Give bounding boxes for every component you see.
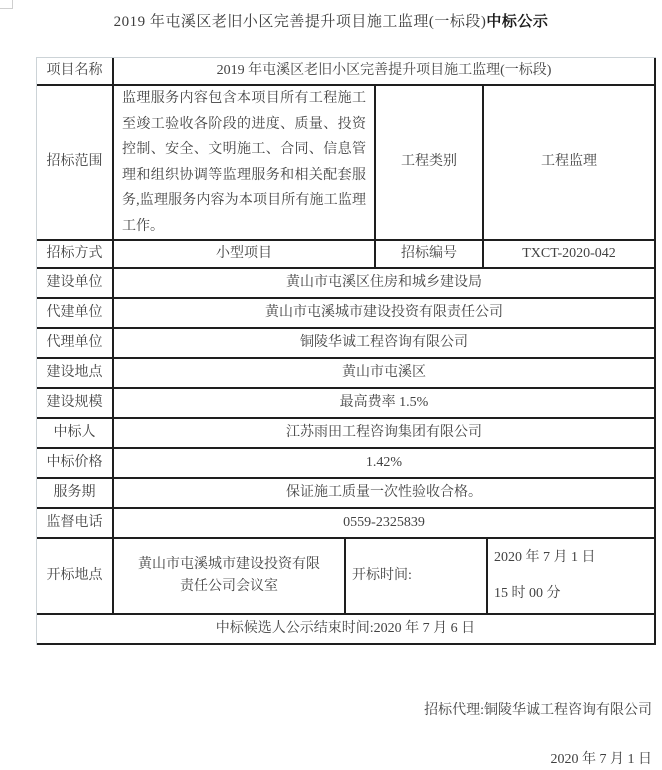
table-row-supervision-phone xyxy=(37,509,656,539)
winning-bidder-value: 江苏雨田工程咨询集团有限公司 xyxy=(114,419,656,449)
service-period-label: 服务期 xyxy=(37,479,114,509)
table-row-service-period xyxy=(37,479,656,509)
table-row-construction-unit xyxy=(37,269,656,299)
viewport-corner-artifact xyxy=(0,0,13,9)
winning-price-value: 1.42% xyxy=(114,449,656,479)
bid-method-value: 小型项目 xyxy=(114,241,376,269)
construction-site-value: 黄山市屯溪区 xyxy=(114,359,656,389)
table-row-winning-bidder xyxy=(37,419,656,449)
bid-method-label: 招标方式 xyxy=(37,241,114,269)
opening-place-text xyxy=(138,554,320,598)
table-row-agent-construction-unit xyxy=(37,299,656,329)
construction-scale-value: 最高费率 1.5% xyxy=(114,389,656,419)
table-row-construction-scale xyxy=(37,389,656,419)
supervision-phone-value: 0559-2325839 xyxy=(114,509,656,539)
page-title-bold: 中标公示 xyxy=(486,14,549,30)
footer-date: 2020 年 7 月 1 日 xyxy=(550,752,652,767)
opening-place-line2: 责任公司会议室 xyxy=(180,579,278,594)
table-row-bid-opening xyxy=(37,539,656,615)
page-title xyxy=(0,10,662,31)
bid-scope-text: 监理服务内容包含本项目所有工程施工至竣工验收各阶段的进度、质量、投资控制、安全、文明施工、合同、信息管理和组织协调等监理服务和相关配套服务,监理服务内容为本项目所有施工监理工作。 xyxy=(122,91,366,234)
winning-price-label: 中标价格 xyxy=(37,449,114,479)
opening-place-line1: 黄山市屯溪城市建设投资有限 xyxy=(138,557,320,572)
agency-unit-label: 代理单位 xyxy=(37,329,114,359)
table-row-project-name xyxy=(37,58,656,86)
opening-place-label: 开标地点 xyxy=(37,539,114,615)
project-name-value: 2019 年屯溪区老旧小区完善提升项目施工监理(一标段) xyxy=(114,58,656,86)
opening-time-clock: 15 时 00 分 xyxy=(494,586,561,601)
construction-unit-value: 黄山市屯溪区住房和城乡建设局 xyxy=(114,269,656,299)
table-row-construction-site xyxy=(37,359,656,389)
supervision-phone-label: 监督电话 xyxy=(37,509,114,539)
publicity-end-text: 中标候选人公示结束时间:2020 年 7 月 6 日 xyxy=(37,615,656,645)
service-period-value: 保证施工质量一次性验收合格。 xyxy=(114,479,656,509)
table-row-bid-scope xyxy=(37,86,656,241)
bid-scope-value xyxy=(114,86,376,241)
opening-time-label: 开标时间: xyxy=(346,539,488,615)
page-title-main: 2019 年屯溪区老旧小区完善提升项目施工监理(一标段) xyxy=(113,14,487,30)
bid-scope-label: 招标范围 xyxy=(37,86,114,241)
table-row-winning-price xyxy=(37,449,656,479)
bid-number-label: 招标编号 xyxy=(376,241,484,269)
winning-bidder-label: 中标人 xyxy=(37,419,114,449)
construction-unit-label: 建设单位 xyxy=(37,269,114,299)
construction-site-label: 建设地点 xyxy=(37,359,114,389)
project-category-value: 工程监理 xyxy=(484,86,656,241)
project-category-label: 工程类别 xyxy=(376,86,484,241)
project-name-label: 项目名称 xyxy=(37,58,114,86)
agent-construction-unit-label: 代建单位 xyxy=(37,299,114,329)
table-row-bid-method xyxy=(37,241,656,269)
opening-time-date: 2020 年 7 月 1 日 xyxy=(494,549,596,565)
bid-announcement-table xyxy=(36,57,656,645)
footer-bid-agent: 招标代理:铜陵华诚工程咨询有限公司 xyxy=(424,703,652,718)
opening-time-value xyxy=(488,539,656,615)
table-row-publicity-end xyxy=(37,615,656,645)
construction-scale-label: 建设规模 xyxy=(37,389,114,419)
bid-number-value: TXCT-2020-042 xyxy=(484,241,656,269)
table-row-agency-unit xyxy=(37,329,656,359)
opening-place-value xyxy=(114,539,346,615)
agent-construction-unit-value: 黄山市屯溪城市建设投资有限责任公司 xyxy=(114,299,656,329)
agency-unit-value: 铜陵华诚工程咨询有限公司 xyxy=(114,329,656,359)
